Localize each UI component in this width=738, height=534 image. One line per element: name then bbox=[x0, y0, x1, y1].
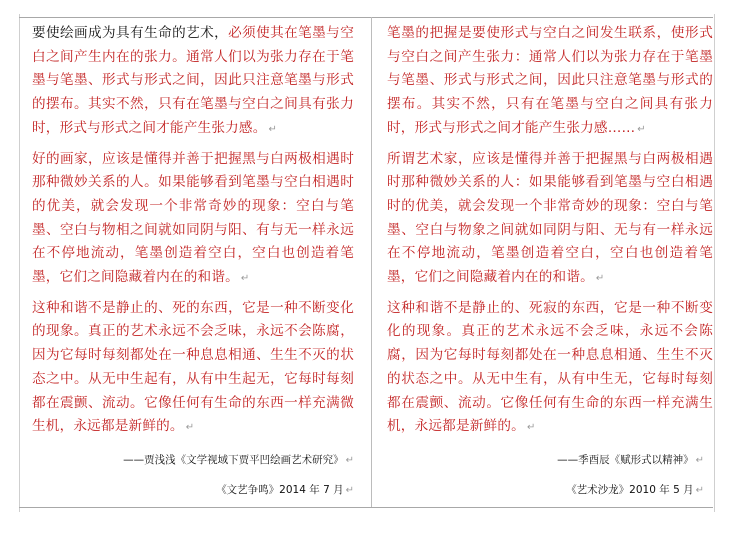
right-paragraph-1-text: 笔墨的把握是要使形式与空白之间发生联系，使形式与空白之间产生张力：通常人们以为张力存在于笔墨与笔墨、形式与形式之间，因此只注意笔墨与形式的摆布。其实不然，只有在笔墨与空白之间具有张力时，形式与形式之间才能产生张力感…… bbox=[387, 25, 713, 136]
right-citation-author: ——季酉辰《赋形式以精神》 ↵ bbox=[557, 454, 704, 466]
left-paragraph-1-lead: 要使绘画成为具有生命的艺术， bbox=[32, 25, 229, 41]
left-paragraph-3-text: 这种和谐不是静止的、死的东西，它是一种不断变化的现象。真正的艺术永远不会乏味，永远不会陈腐，因为它每时每刻都处在一种息息相通、生生不灭的状态之中。从无中生起有，从有中生起无，它每时每刻都在震颤、流动。它像任何有生命的东西一样充满微生机，永远都是新鲜的。 bbox=[32, 299, 354, 435]
left-citation-author: ——贾浅浅《文学视域下贾平凹绘画艺术研究》 ↵ bbox=[123, 454, 354, 466]
left-paragraph-2 bbox=[32, 148, 354, 291]
right-paragraph-1 bbox=[387, 22, 713, 142]
right-citation-source: 《艺术沙龙》2010 年 5 月 ↵ bbox=[566, 484, 704, 496]
top-rule bbox=[19, 17, 713, 18]
right-paragraph-2-text: 所谓艺术家，应该是懂得并善于把握黑与白两极相遇时那种微妙关系的人：如果能够看到笔墨与空白相遇时的优美，就会发现一个非常奇妙的现象：空白与笔墨、空白与物象之间就如同阴与阳、无与有一样永远在不停地流动，笔墨创造着空白，空白也创造着笔墨，它们之间隐藏着内在的和谐。 bbox=[387, 150, 713, 286]
right-paragraph-3 bbox=[387, 297, 713, 440]
right-paragraph-3-text: 这种和谐不是静止的、死寂的东西，它是一种不断变化的现象。真正的艺术永远不会乏味，永远不会陈腐，因为它每时每刻都处在一种息息相通、生生不灭的状态之中。从无中生有，从有中生无，它每时每刻都在震颤、流动。它像任何有生命的东西一样充满生机，永远都是新鲜的。 bbox=[387, 299, 713, 435]
paragraph-mark-icon: ↵ bbox=[268, 123, 278, 135]
left-paragraph-3 bbox=[32, 297, 354, 440]
left-column bbox=[32, 22, 354, 446]
right-column bbox=[387, 22, 713, 446]
left-citation-source: 《文艺争鸣》2014 年 7 月 ↵ bbox=[216, 484, 354, 496]
left-paragraph-1 bbox=[32, 22, 354, 142]
bottom-rule bbox=[19, 507, 713, 508]
paragraph-mark-icon: ↵ bbox=[240, 273, 250, 285]
paragraph-mark-icon: ↵ bbox=[185, 422, 195, 434]
paragraph-mark-icon: ↵ bbox=[526, 422, 536, 434]
column-divider bbox=[371, 17, 372, 507]
left-paragraph-2-text: 好的画家，应该是懂得并善于把握黑与白两极相遇时那种微妙关系的人。如果能够看到笔墨与空白相遇时的优美，就会发现一个非常奇妙的现象：空白与笔墨、空白与物相之间就如同阴与阳、有与无一样永远在不停地流动，笔墨创造着空白，空白也创造着笔墨，它们之间隐藏着内在的和谐。 bbox=[32, 150, 354, 286]
left-paragraph-1-highlight: 必须使其在笔墨与空白之间产生内在的张力。通常人们以为张力存在于笔墨与笔墨、形式与形式之间，因此只注意笔墨与形式的摆布。其实不然，只有在笔墨与空白之间具有张力时，形式与形式之间才能产生张力感。 bbox=[32, 25, 354, 136]
paragraph-mark-icon: ↵ bbox=[595, 273, 605, 285]
right-paragraph-2 bbox=[387, 148, 713, 291]
paragraph-mark-icon: ↵ bbox=[637, 123, 646, 135]
